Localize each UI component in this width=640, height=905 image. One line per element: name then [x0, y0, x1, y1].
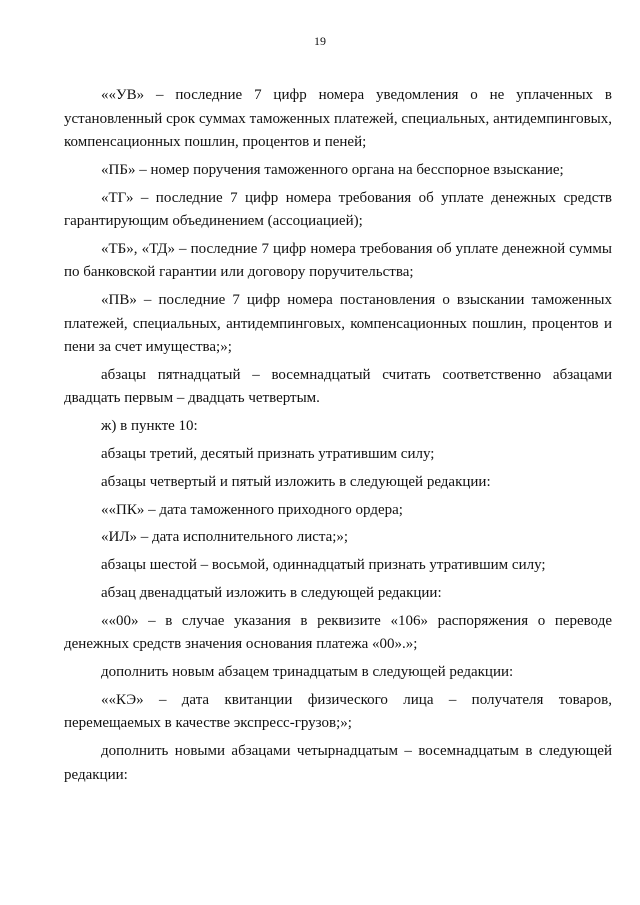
paragraph-00: ««00» – в случае указания в реквизите «106» распоряжения о переводе денежных средств значения основания платежа «00».»; [64, 612, 612, 653]
page-number: 19 [314, 34, 326, 48]
paragraph-pv: «ПВ» – последние 7 цифр номера постановления о взыскании таможенных платежей, специальных, антидемпинговых, компенсационных пошлин, процентов и пени за счет имущества;»; [64, 292, 612, 356]
paragraph-tb-td: «ТБ», «ТД» – последние 7 цифр номера требования об уплате денежной суммы по банковской гарантии или договору поручительства; [64, 240, 612, 281]
paragraph-add-14-18: дополнить новыми абзацами четырнадцатым – восемнадцатым в следующей редакции: [64, 743, 612, 783]
paragraph-ke: ««КЭ» – дата квитанции физического лица – получателя товаров, перемещаемых в качестве экспресс-грузов;»; [64, 691, 612, 732]
paragraph-il: «ИЛ» – дата исполнительного листа;»; [101, 529, 349, 546]
paragraph-repeal-3-10: абзацы третий, десятый признать утратившим силу; [101, 446, 435, 463]
paragraph-pb: «ПБ» – номер поручения таможенного органа на бесспорное взыскание; [101, 161, 564, 178]
document-body [64, 84, 612, 792]
paragraph-repeal-6-8-11: абзацы шестой – восьмой, одиннадцатый признать утратившим силу; [101, 557, 546, 574]
paragraph-tg: «ТГ» – последние 7 цифр номера требования об уплате денежных средств гарантирующим объединением (ассоциацией); [64, 189, 612, 230]
paragraph-add-13: дополнить новым абзацем тринадцатым в следующей редакции: [101, 664, 514, 681]
paragraph-pk: ««ПК» – дата таможенного приходного ордера; [101, 501, 403, 518]
paragraph-item-zh: ж) в пункте 10: [101, 418, 198, 435]
paragraph-amend-4-5: абзацы четвертый и пятый изложить в следующей редакции: [101, 473, 491, 490]
paragraph-amend-12: абзац двенадцатый изложить в следующей редакции: [101, 585, 442, 602]
paragraph-uv: ««УВ» – последние 7 цифр номера уведомления о не уплаченных в установленный срок суммах таможенных платежей, специальных, антидемпинговых, компенсационных пошлин, процентов и пеней; [64, 87, 612, 150]
paragraph-renumber: абзацы пятнадцатый – восемнадцатый считать соответственно абзацами двадцать первым – двадцать четвертым. [64, 366, 612, 407]
